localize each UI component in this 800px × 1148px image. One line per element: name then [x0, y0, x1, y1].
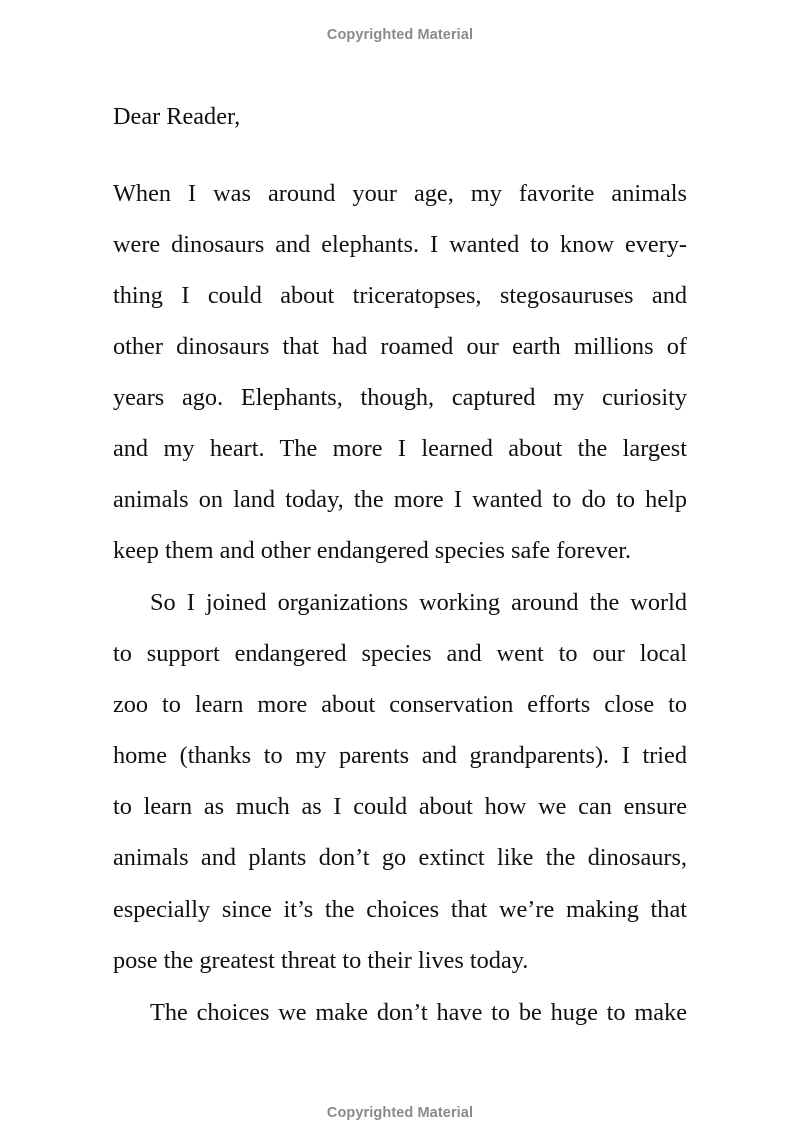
paragraph-2-line-1: So I joined organizations working around the world [150, 589, 687, 616]
paragraph-1-line-1: When I was around your age, my favorite animals [113, 180, 687, 207]
paragraph-1-line-2: were dinosaurs and elephants. I wanted to know every- [113, 231, 687, 258]
copyright-watermark-bottom: Copyrighted Material [326, 1105, 474, 1121]
copyright-watermark-top: Copyrighted Material [326, 27, 474, 43]
paragraph-2-line-4: home (thanks to my parents and grandparents). I tried [113, 742, 687, 769]
paragraph-2-line-3: zoo to learn more about conservation efforts close to [113, 691, 687, 718]
paragraph-2-line-7: especially since it’s the choices that we’re making that [113, 896, 687, 923]
paragraph-2-line-2: to support endangered species and went to our local [113, 640, 687, 667]
paragraph-2-line-8: pose the greatest threat to their lives today. [113, 947, 529, 974]
paragraph-1-line-3: thing I could about triceratopses, stegosauruses and [113, 282, 687, 309]
salutation: Dear Reader, [113, 103, 241, 130]
paragraph-3-line-1: The choices we make don’t have to be huge to make [150, 999, 687, 1026]
paragraph-1-line-6: and my heart. The more I learned about the largest [113, 435, 687, 462]
paragraph-1-line-7: animals on land today, the more I wanted to do to help [113, 486, 687, 513]
paragraph-1-line-8: keep them and other endangered species safe forever. [113, 537, 632, 564]
paragraph-1-line-5: years ago. Elephants, though, captured my curiosity [113, 384, 687, 411]
paragraph-1-line-4: other dinosaurs that had roamed our earth millions of [113, 333, 687, 360]
paragraph-2-line-6: animals and plants don’t go extinct like the dinosaurs, [113, 844, 687, 871]
paragraph-2-line-5: to learn as much as I could about how we can ensure [113, 793, 687, 820]
